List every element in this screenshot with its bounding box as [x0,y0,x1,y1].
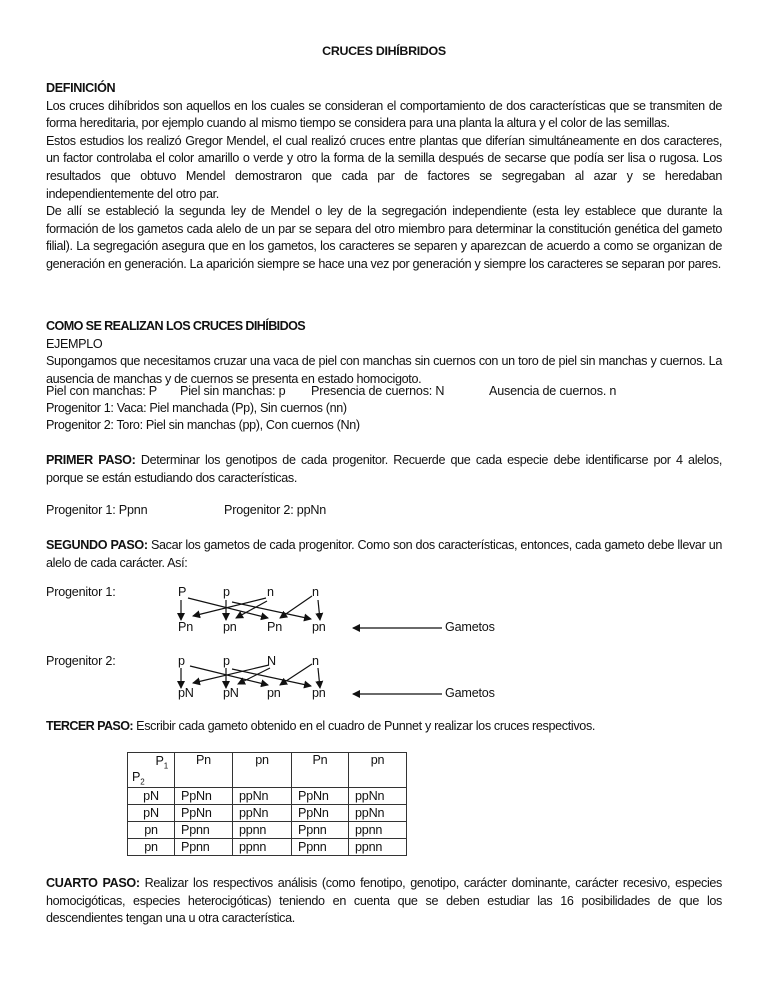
arrow [236,601,267,618]
diagram-1-gamete: pn [312,620,326,634]
diagram-2-gamete: pn [312,686,326,700]
table-cell: ppNn [233,788,292,805]
diagram-2-arrows [181,664,320,688]
diagram-1-gamete: Pn [267,620,283,634]
progenitor-1-genotype: Progenitor 1: Ppnn [46,503,148,517]
step-1 [46,452,722,487]
diagram-2-allele: p [178,654,185,668]
step-2-label: SEGUNDO PASO: [46,538,148,552]
progenitor-2-genotype: Progenitor 2: ppNn [224,503,327,517]
diagram-2-gamete: pN [178,686,194,700]
definition-section [46,80,722,274]
column-header: Pn [292,753,349,788]
arrow [280,596,312,618]
row-header: pn [128,822,175,839]
table-cell: ppnn [233,839,292,856]
table-cell: ppnn [349,839,407,856]
how-heading: COMO SE REALIZAN LOS CRUCES DIHÍBIDOS [46,319,306,333]
progenitor-1-description: Progenitor 1: Vaca: Piel manchada (Pp), Sin cuernos (nn) [46,401,347,415]
column-header: pn [349,753,407,788]
arrow [193,665,269,683]
diagram-1-arrows [181,596,320,620]
step-4 [46,875,722,928]
table-row [128,839,407,856]
arrow [193,598,266,616]
step-2 [46,537,722,572]
diagram-2-gamete: pn [267,686,281,700]
table-row [128,822,407,839]
diagram-1-allele: P [178,585,187,599]
definition-paragraph-3: De allí se estableció la segunda ley de Mendel o ley de la segregación independiente (esta ley establece que durante la formación de los gametos cada alelo de un par se separa del otro miembro para determinar la constitución genética del gameto filial). La segregación asegura que en los gametos, los caracteres se separen y aparezcan de acuerdo a como se organizan de generación en generación. La aparición siempre se hace una vez por generación y siempre los caracteres se separan por pares. [46,204,722,271]
definition-paragraph-1: Los cruces dihíbridos son aquellos en los cuales se consideran el comportamiento de dos características que se transmiten de forma hereditaria, por ejemplo cuando al mismo tiempo se considera para una planta la altura y el color de las semillas. [46,98,722,131]
legend-spotted: Piel con manchas: P [46,384,158,398]
diagram-1-label: Progenitor 1: [46,585,116,599]
arrow [232,602,311,619]
example-subheading: EJEMPLO [46,336,103,351]
legend-horns: Presencia de cuernos: N [311,384,445,398]
table-cell: ppnn [349,822,407,839]
diagram-1-gamete: Pn [178,620,194,634]
legend-no-horns: Ausencia de cuernos. n [489,384,617,398]
row-header: pN [128,805,175,822]
diagram-2-gametes-label: Gametos [445,686,495,700]
table-row [128,805,407,822]
arrow [318,668,320,688]
arrow [188,598,268,618]
table-cell: Ppnn [292,839,349,856]
table-cell: PpNn [175,788,233,805]
arrow [280,664,312,685]
table-row [128,788,407,805]
example-paragraph: Supongamos que necesitamos cruzar una vaca de piel con manchas sin cuernos con un toro de piel sin manchas y cuernos. La ausencia de manchas y de cuernos se presenta en estado homocigoto. [46,354,722,386]
table-cell: ppNn [233,805,292,822]
punnett-square [127,752,407,856]
diagram-2-allele: n [312,654,319,668]
diagram-2-gamete: pN [223,686,239,700]
parent-2-label: $P_2$ [132,770,145,787]
column-header: pn [233,753,292,788]
table-cell: ppNn [349,805,407,822]
parent-1-label: $P_1$ [155,754,168,771]
diagram-2-label: Progenitor 2: [46,654,116,668]
table-cell: PpNn [175,805,233,822]
punnett-header-row [128,753,407,788]
arrow [232,669,311,686]
table-cell: PpNn [292,788,349,805]
step-1-label: PRIMER PASO: [46,453,136,467]
step-1-text: Determinar los genotipos de cada progenitor. Recuerde que cada especie debe identificarse por 4 alelos, porque se están estudiando dos características. [46,453,723,485]
arrow [238,668,270,684]
legend-unspotted: Piel sin manchas: p [180,384,286,398]
definition-heading: DEFINICIÓN [46,81,116,95]
step-3-label: TERCER PASO: [46,719,134,733]
definition-paragraph-2: Estos estudios los realizó Gregor Mendel, el cual realizó cruces entre plantas que diferían simultáneamente en dos caracteres, un factor controlaba el color amarillo o verde y otro la forma de la semilla después de secarse que podía ser lisa o rugosa. Los resultados que obtuvo Mendel demostraron que cada par de factores se segregaban al azar y se heredaban independientemente del otro par. [46,133,722,201]
diagram-1-allele: n [312,585,319,599]
step-3 [46,718,722,736]
diagram-1-gamete: pn [223,620,237,634]
row-header: pN [128,788,175,805]
table-cell: Ppnn [175,839,233,856]
how-section [46,318,722,388]
arrow [190,666,268,685]
arrow [318,600,320,620]
table-cell: Ppnn [292,822,349,839]
diagram-1-allele: n [267,585,274,599]
diagram-2-allele: N [267,654,276,668]
progenitor-2-description: Progenitor 2: Toro: Piel sin manchas (pp), Con cuernos (Nn) [46,418,360,432]
step-3-text: Escribir cada gameto obtenido en el cuadro de Punnet y realizar los cruces respectivos. [133,719,596,733]
step-2-text: Sacar los gametos de cada progenitor. Como son dos características, entonces, cada gameto debe llevar un alelo de cada carácter. Así: [46,538,722,570]
diagram-2-allele: p [223,654,230,668]
gametes-pointer-arrows [353,628,442,694]
diagram-1-allele: p [223,585,230,599]
table-cell: ppnn [233,822,292,839]
step-4-label: CUARTO PASO: [46,876,140,890]
row-header: pn [128,839,175,856]
diagram-1-gametes-label: Gametos [445,620,495,634]
table-cell: ppNn [349,788,407,805]
step-4-text: Realizar los respectivos análisis (como fenotipo, genotipo, carácter dominante, carácter recesivo, especies homocigóticas, especies heterocigóticas) teniendo en cuenta que se deben estudiar las 16 posibilidades de que los descendientes tengan una u otra característica. [46,876,723,926]
table-cell: PpNn [292,805,349,822]
column-header: Pn [175,753,233,788]
punnett-corner [128,753,175,788]
page-title: CRUCES DIHÍBRIDOS [322,44,446,58]
table-cell: Ppnn [175,822,233,839]
